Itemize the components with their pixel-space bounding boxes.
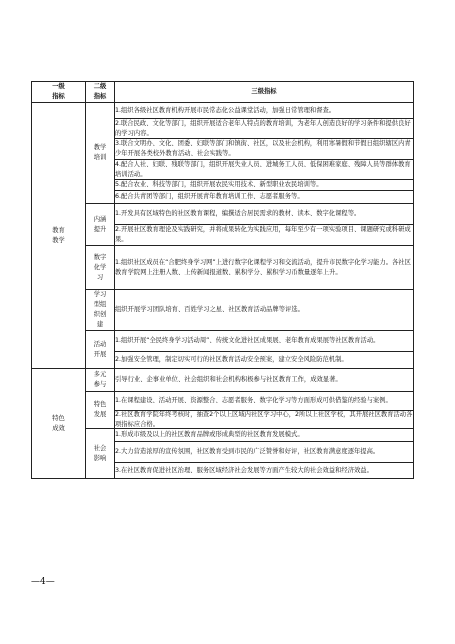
indicator-item: 1.组织各级社区教育机构开展市民常态化公益课堂活动，加强日常管理和督查。 <box>115 106 336 114</box>
level2-cell: 多元 参与 <box>86 369 115 392</box>
level2-cell: 内涵 提升 <box>86 204 115 246</box>
indicator-item: 6.配合共青团等部门，组织开展青年教育培训工作、志愿者服务等。 <box>115 193 304 200</box>
level3-cell <box>115 204 414 246</box>
level3-cell <box>115 429 414 479</box>
indicator-item: 1.组织社区成员在“合肥终身学习网”上进行数字化课程学习和交流活动，提升市民数字化学习能力。各社区教育学院网上注册人数、上传新闻报道数、累积学分、累积学习币数量逐年上升。 <box>115 258 411 276</box>
table-header-row <box>32 82 414 103</box>
indicator-item: 1.组织开展“全民终身学习活动周”、传统文化进社区成果展、老年教育成果展等社区教育活动。 <box>115 337 380 344</box>
level3-cell <box>115 103 414 204</box>
table-row <box>32 331 414 369</box>
indicator-item: 2.联合民政、文化等部门，组织开展适合老年人特点的教育培训，为老年人创造良好的学习条件和提供良好的学习内容。 <box>115 119 411 137</box>
indicator-item: 5.配合农业、科技等部门，组织开展农民实用技术、新型职业农民培训等。 <box>115 181 323 188</box>
indicator-item: 4.配合人社、妇联、残联等部门，组织开展失业人员、进城务工人员、低保困难家庭、残障人员等群体教育培训活动。 <box>115 160 411 178</box>
table-row <box>32 204 414 246</box>
header-level1: 一级 指标 <box>32 82 86 103</box>
indicator-item: 3.在社区教育促进社区治理、服务区域经济社会发展等方面产生较大的社会效益和经济效益。 <box>115 466 373 474</box>
level2-cell: 社会 影响 <box>86 429 115 479</box>
indicator-item: 2.加强安全管理，制定切实可行的社区教育活动安全预案，建立安全风险防范机制。 <box>115 356 348 363</box>
level3-cell <box>115 290 414 331</box>
indicator-item: 2.大力营造浓厚的宣传氛围，社区教育受到市民的广泛赞誉和好评，社区教育满意度逐年提高。 <box>115 448 380 455</box>
indicator-item: 1.形成市级及以上的社区教育品牌或形成典型的社区教育发展模式。 <box>115 431 304 438</box>
level1-cell: 特色 成效 <box>32 369 86 479</box>
table-row <box>32 246 414 290</box>
level3-cell <box>115 331 414 369</box>
indicator-item: 引导行业、企事业单位、社会组织和社会机构积极参与社区教育工作，成效显著。 <box>115 376 342 383</box>
indicator-item: 1.开发具有区域特色的社区教育课程，编撰适合居民需求的教材、读本、数字化课程等。 <box>115 210 361 217</box>
header-level3: 三级指标 <box>115 82 414 103</box>
indicator-item: 1.在课程建设、活动开展、资源整合、志愿者服务、数字化学习等方面形成可供借鉴的经验与案例。 <box>115 397 392 404</box>
table-row <box>32 429 414 479</box>
table-row <box>32 392 414 429</box>
level2-cell: 数字 化学 习 <box>86 246 115 290</box>
level2-cell: 特色 发展 <box>86 392 115 429</box>
table-row <box>32 103 414 204</box>
level3-cell <box>115 246 414 290</box>
indicator-item: 2.社区教育学院年终考核时，抽查2个以上区域内社区学习中心，2所以上社区学校，其开展社区教育活动各项指标应合格。 <box>115 410 413 428</box>
table-row <box>32 290 414 331</box>
level2-cell: 教学 培训 <box>86 103 115 204</box>
level3-cell <box>115 369 414 392</box>
page-number: —4— <box>31 577 55 587</box>
indicator-item: 2.开展社区教育理论及实践研究，并将成果转化为实践应用，每年至少有一项实验项目、课题研究或科研成果。 <box>115 226 411 243</box>
header-level2: 二级 指标 <box>86 82 115 103</box>
indicator-item: 组织开展学习团队培育、百姓学习之星、社区教育活动品牌等评选。 <box>115 306 304 313</box>
document-page <box>31 81 413 479</box>
table-row <box>32 369 414 392</box>
indicator-item: 3.联合文明办、文化、团委、妇联等部门和镇街、社区，以及社会机构，利用寒暑假和节假日组织辖区内青少年开展各类校外教育活动、社会实践等。 <box>115 140 411 157</box>
level3-cell <box>115 392 414 429</box>
level1-cell: 教育 教学 <box>32 103 86 369</box>
indicator-table <box>31 81 414 479</box>
level2-cell: 学习 型组 织创 建 <box>86 290 115 331</box>
level2-cell: 活动 开展 <box>86 331 115 369</box>
